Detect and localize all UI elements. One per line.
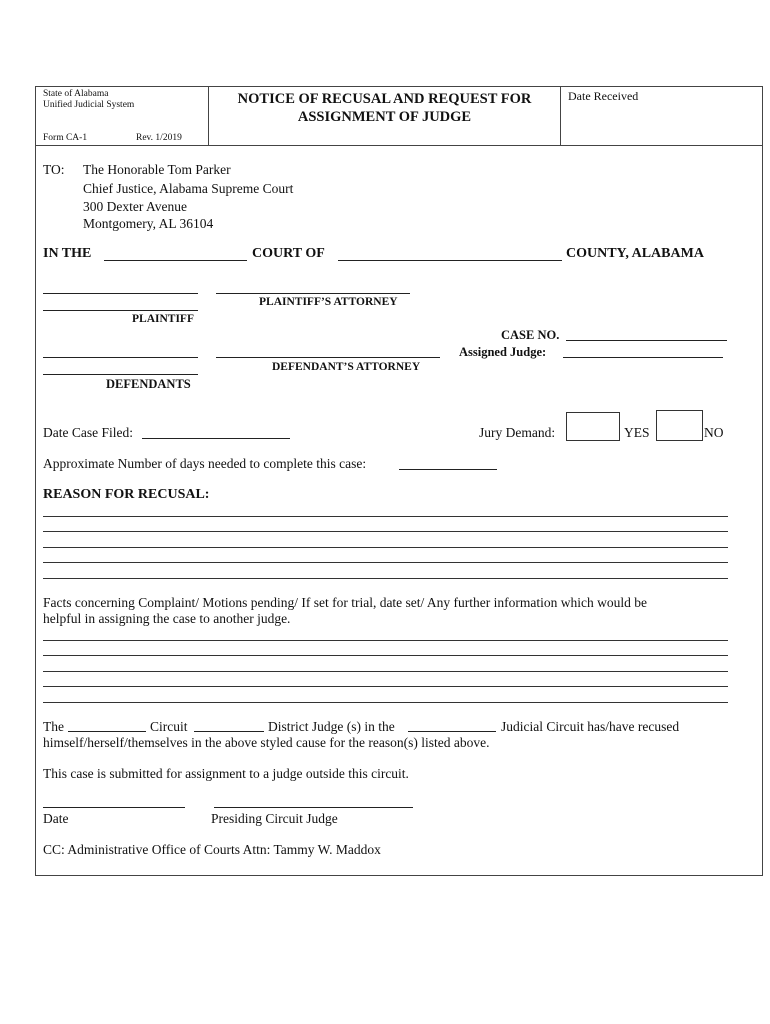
date-filed-label: Date Case Filed: bbox=[43, 425, 133, 440]
to-label: TO: bbox=[43, 162, 65, 177]
to-street: 300 Dexter Avenue bbox=[83, 199, 187, 214]
reason-line[interactable] bbox=[43, 501, 728, 517]
system-label: Unified Judicial System bbox=[43, 100, 135, 110]
facts-lines[interactable] bbox=[43, 625, 728, 703]
reason-line[interactable] bbox=[43, 548, 728, 564]
case-no-field[interactable] bbox=[566, 340, 727, 341]
assigned-judge-label: Assigned Judge: bbox=[459, 345, 547, 359]
district-field[interactable] bbox=[194, 731, 264, 732]
reason-line[interactable] bbox=[43, 517, 728, 533]
facts-line[interactable] bbox=[43, 687, 728, 703]
submission-text: This case is submitted for assignment to a judge outside this circuit. bbox=[43, 766, 409, 781]
date-received-label: Date Received bbox=[568, 89, 639, 103]
court-of-label: COURT OF bbox=[252, 246, 325, 261]
assigned-judge-field[interactable] bbox=[563, 357, 723, 358]
form-number: Form CA-1 bbox=[43, 133, 88, 143]
date-label: Date bbox=[43, 811, 69, 826]
recusal-judicial-circuit: Judicial Circuit has/have recused bbox=[501, 719, 680, 734]
facts-line[interactable] bbox=[43, 641, 728, 657]
plaintiffs-attorney-field[interactable] bbox=[216, 293, 410, 294]
reason-line[interactable] bbox=[43, 532, 728, 548]
defendant-field-1[interactable] bbox=[43, 357, 198, 358]
to-office: Chief Justice, Alabama Supreme Court bbox=[83, 181, 294, 196]
jury-yes-checkbox[interactable] bbox=[566, 412, 620, 441]
recusal-the: The bbox=[43, 719, 64, 734]
jury-no-checkbox[interactable] bbox=[656, 410, 703, 441]
jury-yes-label: YES bbox=[624, 425, 650, 440]
facts-line[interactable] bbox=[43, 672, 728, 688]
form-title bbox=[209, 90, 560, 126]
defendants-label: DEFENDANTS bbox=[106, 377, 191, 391]
days-needed-field[interactable] bbox=[399, 469, 497, 470]
plaintiff-field-1[interactable] bbox=[43, 293, 198, 294]
defendants-attorney-field[interactable] bbox=[216, 357, 440, 358]
plaintiff-field-2[interactable] bbox=[43, 310, 198, 311]
defendants-attorney-label: DEFENDANT’S ATTORNEY bbox=[272, 361, 421, 373]
reason-heading: REASON FOR RECUSAL: bbox=[43, 487, 210, 502]
state-label: State of Alabama bbox=[43, 89, 109, 99]
facts-text-line1: Facts concerning Complaint/ Motions pending/ If set for trial, date set/ Any further information which would be bbox=[43, 595, 647, 610]
judge-signature-field[interactable] bbox=[214, 807, 413, 808]
cc-line: CC: Administrative Office of Courts Attn: Tammy W. Maddox bbox=[43, 842, 381, 857]
county-name-field[interactable] bbox=[338, 260, 562, 261]
case-no-label: CASE NO. bbox=[501, 328, 560, 342]
plaintiff-label: PLAINTIFF bbox=[132, 313, 194, 325]
form-revision: Rev. 1/2019 bbox=[136, 133, 182, 143]
defendant-field-2[interactable] bbox=[43, 374, 198, 375]
header-divider bbox=[36, 145, 762, 146]
facts-line[interactable] bbox=[43, 656, 728, 672]
presiding-judge-label: Presiding Circuit Judge bbox=[211, 811, 338, 826]
to-city: Montgomery, AL 36104 bbox=[83, 216, 214, 231]
judicial-circuit-field[interactable] bbox=[408, 731, 496, 732]
recusal-line2: himself/herself/themselves in the above styled cause for the reason(s) listed above. bbox=[43, 735, 490, 750]
facts-line[interactable] bbox=[43, 625, 728, 641]
form-title-line1: NOTICE OF RECUSAL AND REQUEST FOR bbox=[237, 91, 532, 107]
court-name-field[interactable] bbox=[104, 260, 247, 261]
date-signature-field[interactable] bbox=[43, 807, 185, 808]
to-name: The Honorable Tom Parker bbox=[83, 162, 231, 177]
jury-no-label: NO bbox=[704, 425, 724, 440]
days-needed-label: Approximate Number of days needed to complete this case: bbox=[43, 456, 367, 471]
facts-text-line2: helpful in assigning the case to another judge. bbox=[43, 611, 291, 626]
form-title-line2: ASSIGNMENT OF JUDGE bbox=[297, 109, 472, 125]
plaintiffs-attorney-label: PLAINTIFF’S ATTORNEY bbox=[259, 296, 398, 308]
jury-demand-label: Jury Demand: bbox=[479, 425, 556, 440]
recusal-circuit: Circuit bbox=[150, 719, 188, 734]
reason-line[interactable] bbox=[43, 563, 728, 579]
county-alabama-label: COUNTY, ALABAMA bbox=[566, 246, 704, 261]
header-divider-right bbox=[560, 87, 561, 145]
in-the-label: IN THE bbox=[43, 246, 92, 261]
date-filed-field[interactable] bbox=[142, 438, 290, 439]
reason-lines[interactable] bbox=[43, 501, 728, 579]
recusal-district: District Judge (s) in the bbox=[268, 719, 395, 734]
circuit-field[interactable] bbox=[68, 731, 146, 732]
